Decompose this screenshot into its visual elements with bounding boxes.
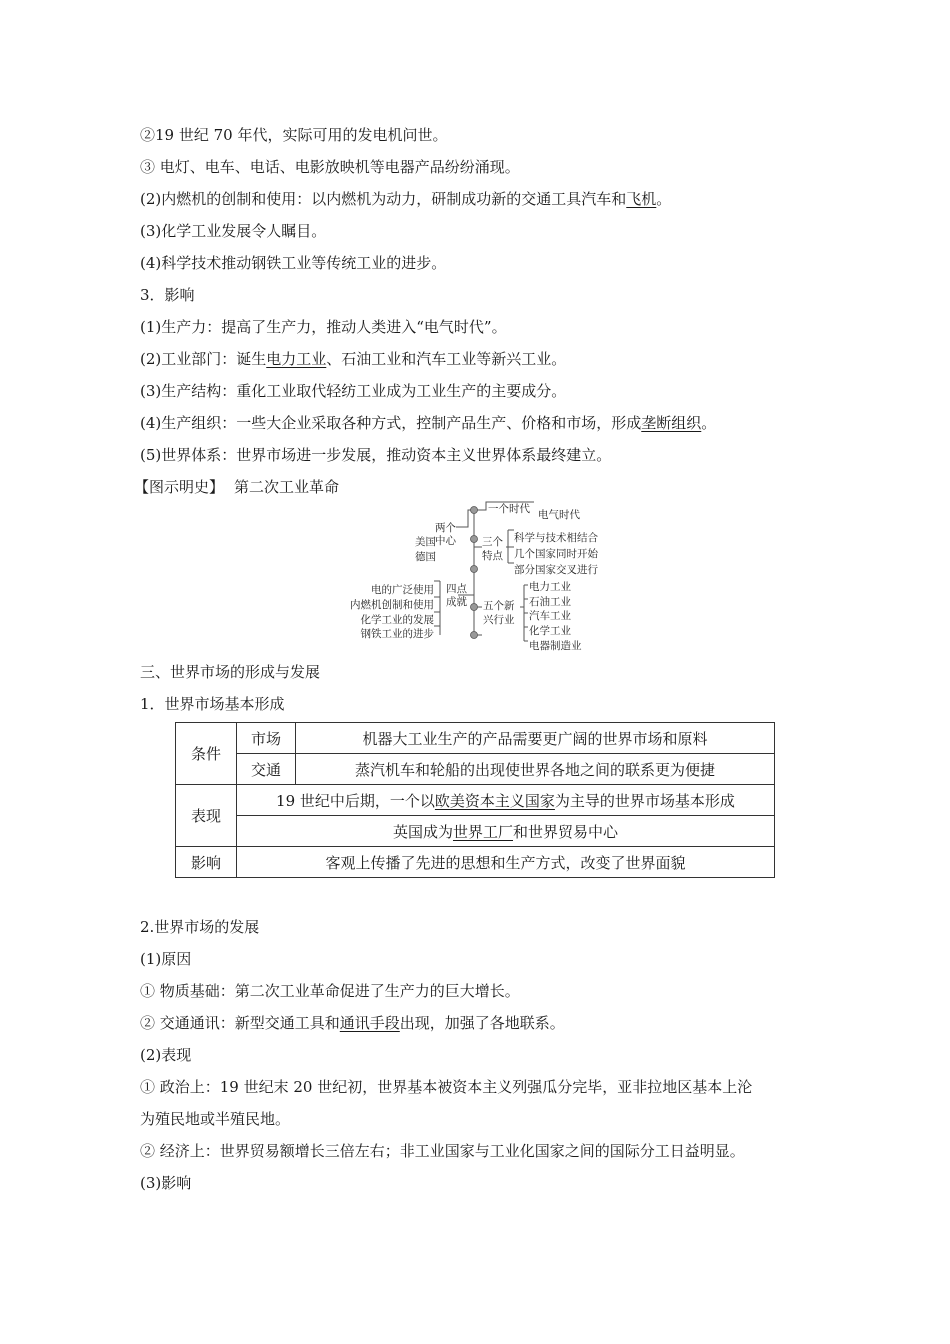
text-line: ③ 电灯、电车、电话、电影放映机等电器产品纷纷涌现。	[140, 158, 520, 176]
section-heading: 1．世界市场基本形成	[140, 695, 285, 713]
industry-item: 石油工业	[529, 596, 571, 608]
text-segment: 、石油工业和汽车工业等新兴工业。	[326, 350, 567, 368]
two-centers-label: 中心	[435, 535, 456, 547]
industry-item: 汽车工业	[529, 610, 571, 622]
text-segment: (2)工业部门：诞生	[140, 350, 267, 368]
text-line: (1)生产力：提高了生产力，推动人类进入“电气时代”。	[140, 318, 507, 336]
text-line: (4)科学技术推动钢铁工业等传统工业的进步。	[140, 254, 447, 272]
usa-label: 美国	[415, 536, 436, 548]
table-row	[176, 754, 775, 785]
achievement-item: 内燃机创制和使用	[350, 599, 434, 611]
text-segment: 英国成为	[392, 822, 453, 841]
text-segment: (4)生产组织：一些大企业采取各种方式，控制产品生产、价格和市场，形成	[140, 414, 642, 432]
text-line: ② 经济上：世界贸易额增长三倍左右；非工业国家与工业化国家之间的国际分工日益明显。	[140, 1142, 745, 1160]
four-achievements-label: 成就	[446, 596, 467, 608]
text-line	[140, 413, 716, 433]
section-heading: 2.世界市场的发展	[140, 918, 260, 936]
underlined-term: 电力工业	[266, 350, 327, 368]
electric-era-label: 电气时代	[538, 509, 580, 521]
table-cell: 影响	[176, 847, 237, 878]
text-segment: 出现，加强了各地联系。	[399, 1014, 565, 1032]
text-line	[140, 349, 566, 369]
text-segment: (2)内燃机的创制和使用：以内燃机为动力，研制成功新的交通工具汽车和	[140, 190, 627, 208]
text-line: (5)世界体系：世界市场进一步发展，推动资本主义世界体系最终建立。	[140, 446, 612, 464]
text-line: (3)影响	[140, 1174, 192, 1192]
feature-item: 几个国家同时开始	[514, 548, 598, 560]
table-cell: 市场	[237, 723, 296, 754]
table-cell: 表现	[176, 785, 237, 847]
achievement-item: 电的广泛使用	[371, 584, 434, 596]
text-line: (3)生产结构：重化工业取代轻纺工业成为工业生产的主要成分。	[140, 382, 567, 400]
industry-item: 电器制造业	[529, 640, 582, 652]
text-segment: 。	[701, 414, 717, 432]
achievement-item: 钢铁工业的进步	[360, 628, 434, 640]
underlined-term: 世界工厂	[452, 822, 513, 841]
text-line: (2)表现	[140, 1046, 192, 1064]
world-market-table	[175, 722, 775, 878]
feature-item: 部分国家交叉进行	[514, 564, 598, 576]
underlined-term: 飞机	[626, 190, 657, 208]
three-features-label: 特点	[482, 550, 503, 562]
text-line: (1)原因	[140, 950, 192, 968]
text-line	[140, 1013, 565, 1033]
underlined-term: 垄断组织	[641, 414, 702, 432]
text-line	[140, 189, 671, 209]
table-cell: 蒸汽机车和轮船的出现使世界各地之间的联系更为便捷	[296, 754, 775, 785]
two-centers-label: 两个	[435, 522, 456, 534]
text-segment: 。	[656, 190, 672, 208]
text-segment: 为主导的世界市场基本形成	[554, 791, 735, 810]
table-row	[176, 847, 775, 878]
feature-item: 科学与技术相结合	[514, 532, 598, 544]
table-cell	[237, 816, 775, 847]
germany-label: 德国	[415, 551, 436, 563]
table-row	[176, 816, 775, 847]
section-heading: 3．影响	[140, 286, 195, 304]
industrial-revolution-diagram	[338, 497, 618, 655]
section-heading: 三、世界市场的形成与发展	[140, 663, 321, 681]
diagram-heading	[134, 477, 339, 497]
underlined-term: 通讯手段	[339, 1014, 400, 1032]
text-line: ① 物质基础：第二次工业革命促进了生产力的巨大增长。	[140, 982, 520, 1000]
text-segment: 19 世纪中后期，一个以	[276, 791, 435, 810]
table-cell: 交通	[237, 754, 296, 785]
table-row	[176, 723, 775, 754]
five-industries-label: 五个新	[483, 600, 515, 612]
table-cell: 条件	[176, 723, 237, 785]
diagram-heading-title: 第二次工业革命	[234, 478, 340, 496]
industry-item: 化学工业	[529, 625, 571, 637]
achievement-item: 化学工业的发展	[360, 614, 434, 626]
underlined-term: 欧美资本主义国家	[434, 791, 555, 810]
industry-item: 电力工业	[529, 581, 571, 593]
table-cell: 机器大工业生产的产品需要更广阔的世界市场和原料	[296, 723, 775, 754]
text-line: (3)化学工业发展令人瞩目。	[140, 222, 327, 240]
text-segment: ② 交通通讯：新型交通工具和	[140, 1014, 340, 1032]
text-line: ① 政治上：19 世纪末 20 世纪初，世界基本被资本主义列强瓜分完毕，亚非拉地区基本上沦	[140, 1078, 753, 1096]
table-cell	[237, 785, 775, 816]
table-cell: 客观上传播了先进的思想和生产方式，改变了世界面貌	[237, 847, 775, 878]
four-achievements-label: 四点	[446, 583, 467, 595]
diagram-heading-label: 【图示明史】	[134, 478, 225, 496]
three-features-label: 三个	[482, 536, 503, 548]
text-segment: 和世界贸易中心	[513, 822, 619, 841]
five-industries-label: 兴行业	[483, 614, 515, 626]
text-line: 为殖民地或半殖民地。	[140, 1110, 291, 1128]
table-row	[176, 785, 775, 816]
one-era-label: 一个时代	[488, 503, 530, 515]
text-line: ②19 世纪 70 年代，实际可用的发电机问世。	[140, 126, 448, 144]
